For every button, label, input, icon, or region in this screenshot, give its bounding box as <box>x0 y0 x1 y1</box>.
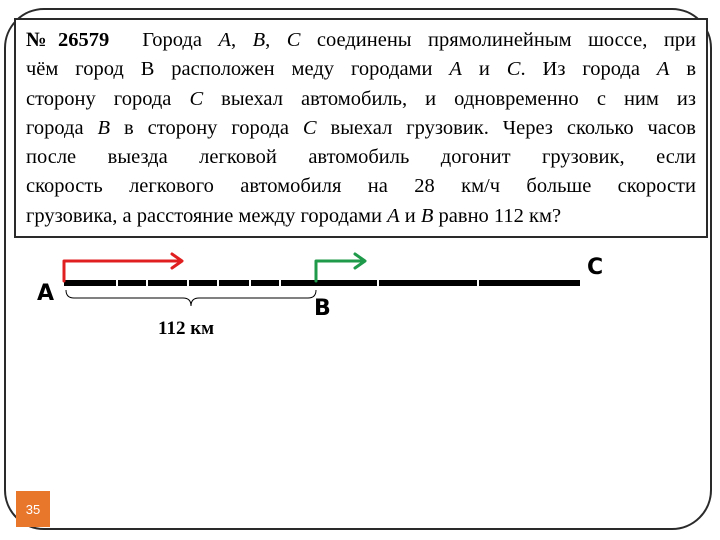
problem-line-5: скорость легкового автомобиля на 28 км/ч больше скорости <box>26 175 696 198</box>
truck-arrow <box>316 254 365 281</box>
problem-line-4: после выезда легковой автомобиль догонит грузовик, если <box>26 146 696 169</box>
city-c-label: C <box>587 255 604 280</box>
truck-arrow-shaft <box>316 261 362 281</box>
city-a-label: A <box>37 281 55 306</box>
problem-line-1: чём город В расположен меду городами A и C. Из города A в <box>26 58 696 81</box>
city-b-label: B <box>314 296 331 321</box>
problem-line-2: сторону города C выехал автомобиль, и одновременно с ним из <box>26 87 696 110</box>
car-arrow-shaft <box>64 261 180 281</box>
distance-brace <box>66 290 316 306</box>
problem-line-0: Города A, B, C соединены прямолинейным шоссе, при <box>142 29 697 51</box>
distance-label: 112 км <box>158 318 215 339</box>
problem-line-3: города B в сторону города C выехал грузовик. Через сколько часов <box>26 116 696 139</box>
problem-number: №26579 <box>26 29 110 51</box>
problem-line-6: грузовика, а расстояние между городами A и B равно 112 км? <box>26 204 562 227</box>
page-number-badge: 35 <box>16 491 50 527</box>
car-arrow <box>64 254 182 281</box>
